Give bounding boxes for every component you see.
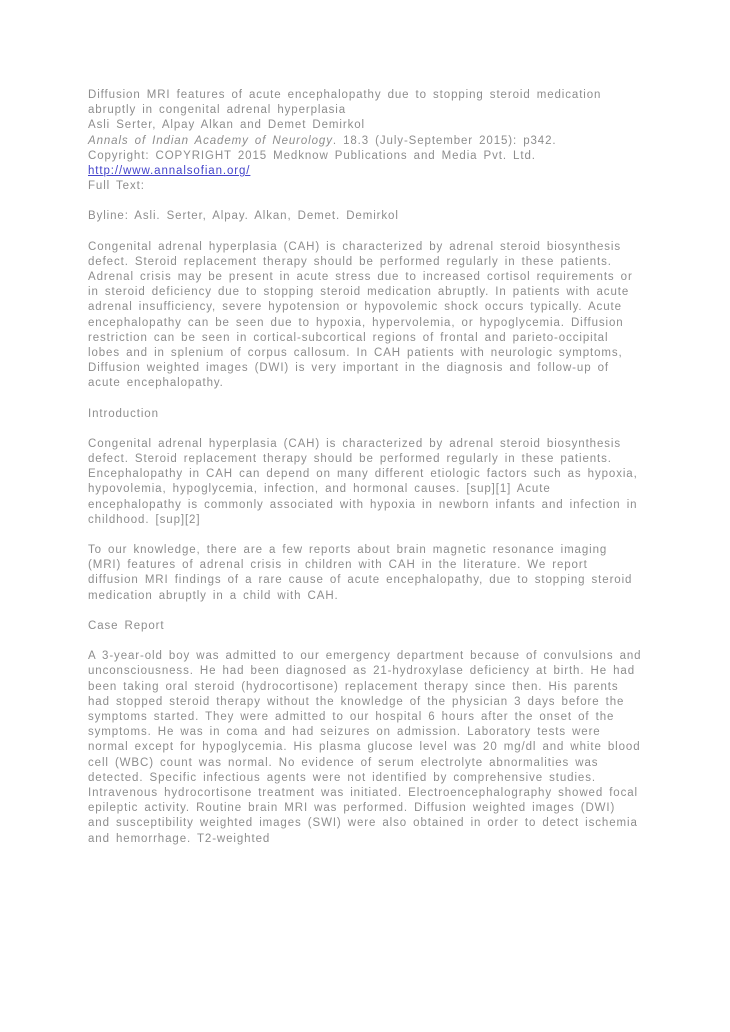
article-title: Diffusion MRI features of acute encephalopathy due to stopping steroid medication abruptly in congenital adrenal hyperplasia: [88, 89, 602, 117]
section-heading-introduction: Introduction: [88, 407, 159, 420]
case-report-paragraph-1: A 3-year-old boy was admitted to our emergency department because of convulsions and unconsciousness. He had been diagnosed as 21-hydroxylase deficiency at birth. He had been taking oral steroid (hydrocortisone) replacement therapy since then. His parents had stopped steroid therapy without the knowledge of the physician 3 days before the symptoms started. They were admitted to our hospital 6 hours after the onset of the symptoms. He was in coma and had seizures on admission. Laboratory tests were normal except for hypoglycemia. His plasma glucose level was 20 mg/dl and white blood cell (WBC) count was normal. No evidence of serum electrolyte abnormalities was detected. Specific infectious agents were not identified by comprehensive studies. Intravenous hydrocortisone treatment was initiated. Electroencephalography showed focal epileptic activity. Routine brain MRI was performed. Diffusion weighted images (DWI) and susceptibility weighted images (SWI) were also obtained in order to detect ischemia and hemorrhage. T2-weighted: [88, 650, 642, 845]
introduction-paragraph-1: Congenital adrenal hyperplasia (CAH) is characterized by adrenal steroid biosynthesis defect. Steroid replacement therapy should be performed regularly in these patients. Encephalopathy in CAH can depend on many different etiologic factors such as hypoxia, hypovolemia, hypoglycemia, infection, and hormonal causes. [sup][1] Acute encephalopathy is commonly associated with hypoxia in newborn infants and infection in childhood. [sup][2]: [88, 437, 638, 526]
citation-details: . 18.3 (July-September 2015): p342.: [332, 134, 557, 147]
introduction-paragraph-2: To our knowledge, there are a few reports about brain magnetic resonance imaging (MRI) features of adrenal crisis in children with CAH in the literature. We report diffusion MRI findings of a rare cause of acute encephalopathy, due to stopping steroid medication abruptly in a child with CAH.: [88, 544, 633, 602]
journal-name: Annals of Indian Academy of Neurology: [88, 134, 333, 147]
byline: Byline: Asli. Serter, Alpay. Alkan, Demet. Demirkol: [88, 210, 399, 223]
abstract-paragraph: Congenital adrenal hyperplasia (CAH) is characterized by adrenal steroid biosynthesis defect. Steroid replacement therapy should be performed regularly in these patients. Adrenal crisis may be present in acute stress due to increased cortisol requirements or in steroid deficiency due to stopping steroid medication abruptly. In patients with acute adrenal insufficiency, severe hypotension or hypovolemic shock occurs typically. Acute encephalopathy can be seen due to hypoxia, hypervolemia, or hypoglycemia. Diffusion restriction can be seen in cortical-subcortical regions of frontal and parieto-occipital lobes and in splenium of corpus callosum. In CAH patients with neurologic symptoms, Diffusion weighted images (DWI) is very important in the diagnosis and follow-up of acute encephalopathy.: [88, 240, 633, 390]
journal-link-line: [88, 164, 642, 179]
article-content: [88, 88, 642, 862]
full-text-label: Full Text:: [88, 180, 145, 193]
article-citation: [88, 134, 642, 149]
section-heading-case-report: Case Report: [88, 619, 165, 632]
copyright-line: Copyright: COPYRIGHT 2015 Medknow Publications and Media Pvt. Ltd.: [88, 149, 536, 162]
article-authors: Asli Serter, Alpay Alkan and Demet Demirkol: [88, 119, 365, 132]
journal-link[interactable]: http://www.annalsofian.org/: [88, 165, 251, 178]
